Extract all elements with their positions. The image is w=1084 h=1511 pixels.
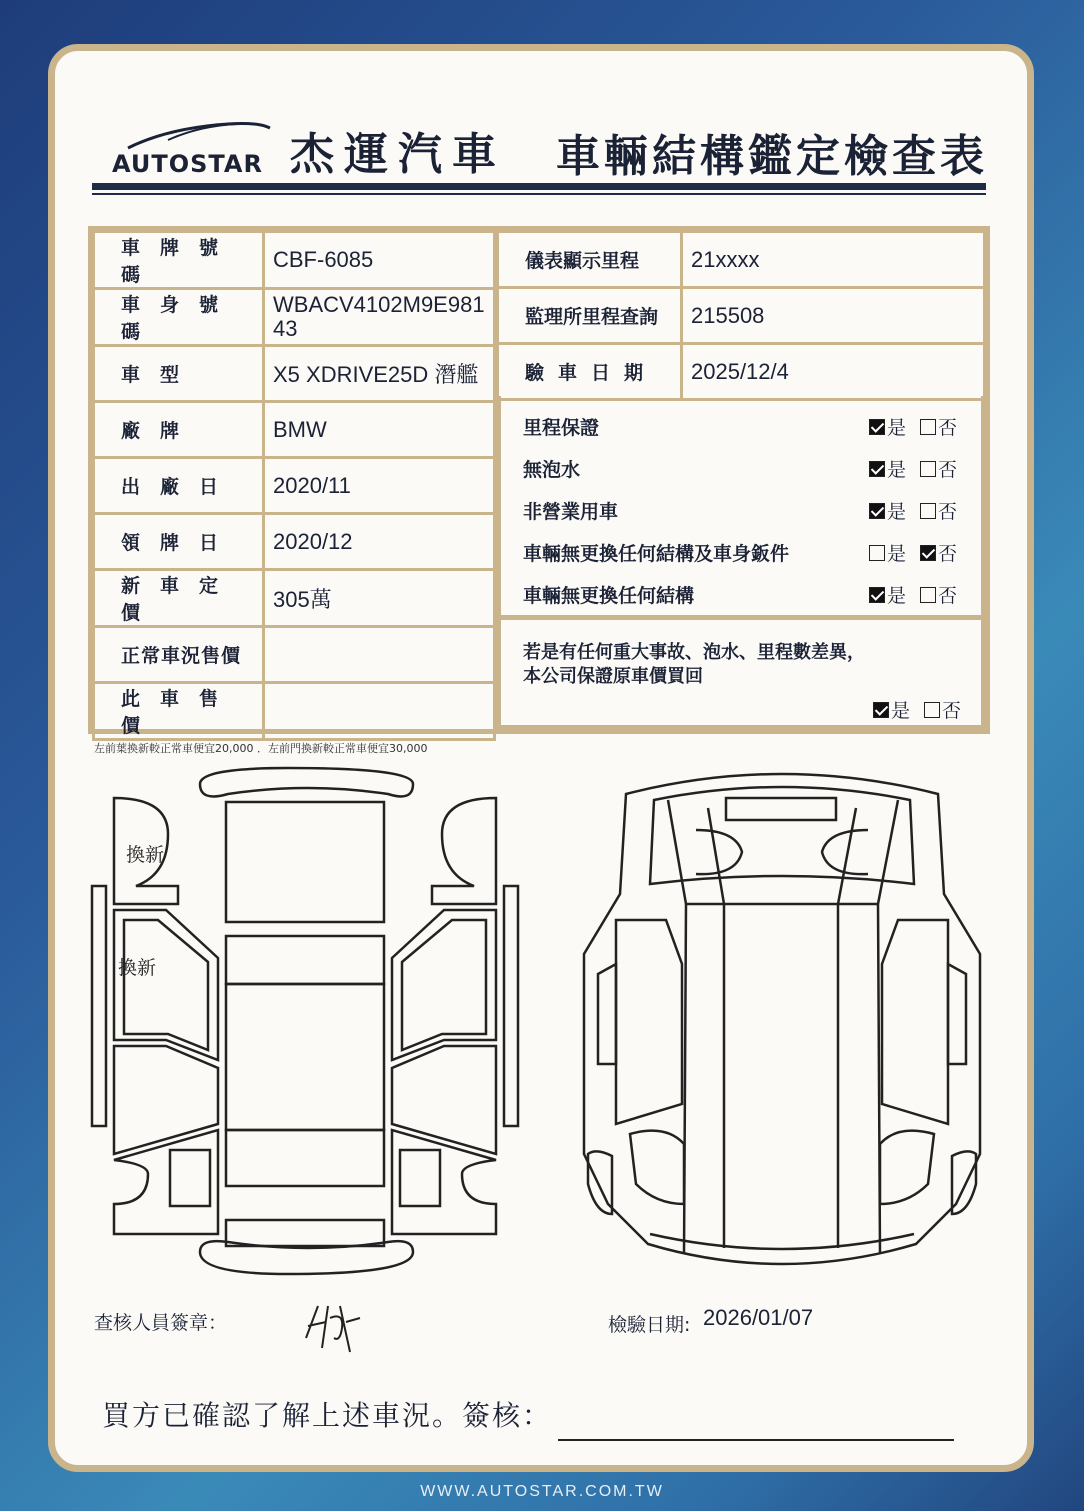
check-options: 是 否: [869, 413, 957, 440]
yes-checkbox[interactable]: [869, 419, 885, 435]
no-checkbox[interactable]: [920, 503, 936, 519]
vehicle-info-table: [92, 230, 496, 741]
check-label: 里程保證: [523, 417, 600, 439]
check-row: [501, 488, 981, 530]
inspection-date-label: 驗車日期: [498, 344, 682, 400]
plate-label: 車牌號碼: [94, 232, 264, 289]
no-checkbox[interactable]: [920, 419, 936, 435]
brand-value: BMW: [264, 402, 495, 458]
new-price-label: 新車定價: [94, 570, 264, 627]
table-row: [94, 514, 495, 570]
check-label: 車輛無更換任何結構及車身鈑件: [523, 543, 790, 565]
inspection-date-value: 2025/12/4: [682, 344, 985, 400]
no-checkbox[interactable]: [924, 702, 940, 718]
registration-date-label: 領牌日: [94, 514, 264, 570]
plate-value: CBF-6085: [264, 232, 495, 289]
buyer-confirmation: 買方已確認了解上述車況。簽核：: [102, 1399, 553, 1432]
check-label: 非營業用車: [523, 501, 619, 523]
table-row: [94, 402, 495, 458]
registration-date-value: 2020/12: [264, 514, 495, 570]
normal-price-value: [264, 627, 495, 683]
manufacture-date-value: 2020/11: [264, 458, 495, 514]
check-label: 車輛無更換任何結構: [523, 585, 695, 607]
no-checkbox[interactable]: [920, 461, 936, 477]
guarantee-line1: 若是有任何重大事故、泡水、里程數差異，: [523, 642, 865, 663]
model-value: X5 XDRIVE25D 潛艦: [264, 346, 495, 402]
yes-checkbox[interactable]: [869, 503, 885, 519]
table-row: [94, 683, 495, 740]
website-url[interactable]: WWW.AUTOSTAR.COM.TW: [420, 1483, 664, 1500]
guarantee-line2: 本公司保證原車價買回: [523, 666, 703, 687]
odometer-label: 儀表顯示里程: [498, 232, 682, 288]
vin-label: 車身號碼: [94, 289, 264, 346]
logo-text: AUTOSTAR: [112, 150, 263, 178]
table-row: [94, 458, 495, 514]
yes-checkbox[interactable]: [869, 545, 885, 561]
check-row: [501, 404, 981, 446]
guarantee-box: [496, 615, 986, 730]
table-row: [94, 289, 495, 346]
manufacture-date-label: 出廠日: [94, 458, 264, 514]
table-row: [94, 346, 495, 402]
sale-price-label: 此車售價: [94, 683, 264, 740]
odometer-value: 21xxxx: [682, 232, 985, 288]
check-row: [501, 446, 981, 488]
table-row: [498, 288, 985, 344]
sale-price-value: [264, 683, 495, 740]
dmv-mileage-label: 監理所里程查詢: [498, 288, 682, 344]
title-rule-thin: [92, 193, 986, 195]
inspector-signature-label: 查核人員簽章：: [94, 1312, 228, 1334]
dmv-mileage-value: 215508: [682, 288, 985, 344]
guarantee-options: 是 否: [873, 696, 961, 723]
no-checkbox[interactable]: [920, 545, 936, 561]
check-options: 是 否: [869, 581, 957, 608]
check-options: 是 否: [869, 539, 957, 566]
replaced-mark-fender: 換新: [126, 844, 165, 866]
yes-checkbox[interactable]: [869, 587, 885, 603]
new-price-value: 305萬: [264, 570, 495, 627]
form-title: 車輛結構鑑定檢查表: [556, 131, 988, 182]
table-row: [94, 232, 495, 289]
replaced-mark-door: 換新: [118, 957, 157, 979]
brand-label: 廠牌: [94, 402, 264, 458]
mileage-table: [496, 230, 986, 401]
check-date-value: 2026/01/07: [703, 1305, 814, 1330]
check-row: [501, 572, 981, 614]
company-name: 杰運汽車: [290, 129, 506, 180]
vin-value: WBACV4102M9E98143: [264, 289, 495, 346]
table-row: [94, 627, 495, 683]
inspector-signature: [298, 1298, 364, 1354]
normal-price-label: 正常車況售價: [94, 627, 264, 683]
checklist-box: [496, 396, 986, 620]
table-row: [498, 232, 985, 288]
title-rule: [92, 183, 986, 190]
no-checkbox[interactable]: [920, 587, 936, 603]
check-options: 是 否: [869, 455, 957, 482]
check-row: [501, 530, 981, 572]
check-label: 無泡水: [523, 459, 581, 481]
table-row: [94, 570, 495, 627]
model-label: 車型: [94, 346, 264, 402]
buyer-signature-line[interactable]: [558, 1439, 954, 1441]
car-structure-diagram: [576, 764, 990, 1284]
check-options: 是 否: [869, 497, 957, 524]
yes-checkbox[interactable]: [869, 461, 885, 477]
check-date-label: 檢驗日期:: [608, 1314, 691, 1336]
damage-note: 左前葉換新較正常車便宜20,000 ．左前門換新較正常車便宜30,000: [94, 742, 428, 755]
table-row: [498, 344, 985, 400]
yes-checkbox[interactable]: [873, 702, 889, 718]
